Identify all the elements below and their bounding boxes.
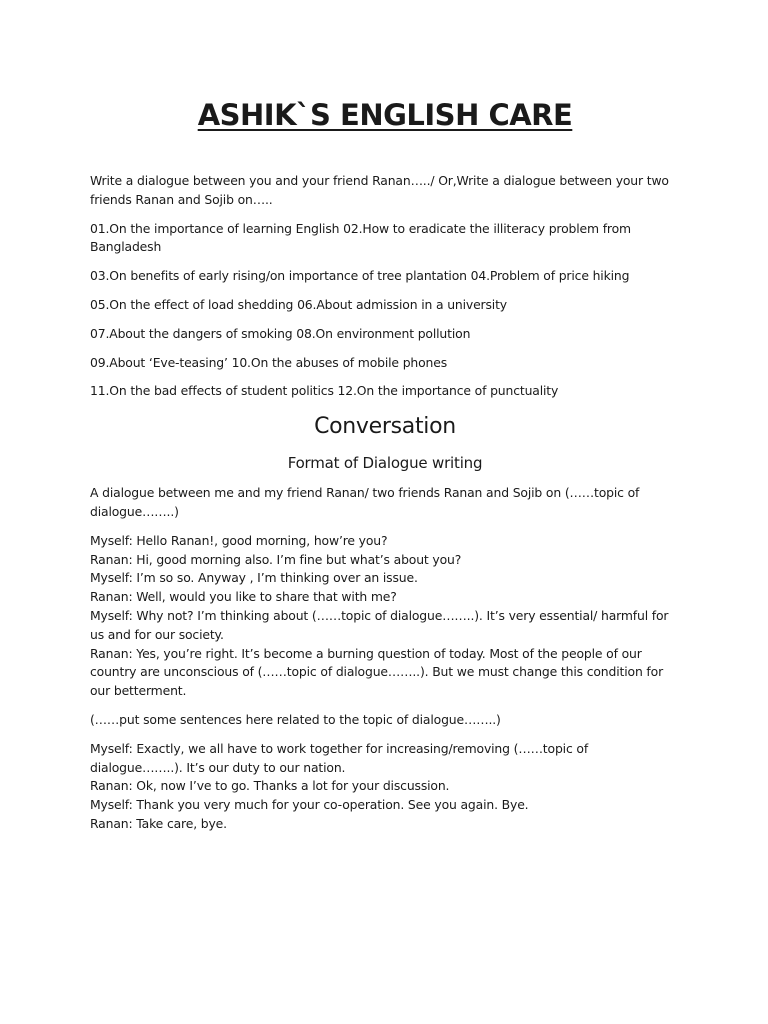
dialogue-part-2 bbox=[90, 740, 680, 834]
dialogue-line: Myself: Why not? I’m thinking about (……topic of dialogue……..). It’s very essential/ harmful for us and for our society. bbox=[90, 607, 669, 642]
dialogue-line: Ranan: Hi, good morning also. I’m fine but what’s about you? bbox=[90, 551, 462, 567]
conversation-heading: Conversation bbox=[314, 414, 456, 440]
topic-line-6: 11.On the bad effects of student politics 12.On the importance of punctuality bbox=[90, 383, 559, 399]
intro-paragraph: Write a dialogue between you and your friend Ranan…../ Or,Write a dialogue between your two friends Ranan and Sojib on….. bbox=[90, 173, 669, 207]
dialogue-line: Ranan: Ok, now I’ve to go. Thanks a lot for your discussion. bbox=[90, 778, 450, 794]
dialogue-line: Myself: Thank you very much for your co-operation. See you again. Bye. bbox=[90, 797, 529, 813]
dialogue-line: Ranan: Yes, you’re right. It’s become a burning question of today. Most of the people of our country are unconscious of (……topic of dialogue……..). But we must change this condition for our betterment. bbox=[90, 645, 664, 699]
topic-line-3: 05.On the effect of load shedding 06.About admission in a university bbox=[90, 296, 507, 312]
dialogue-line: Ranan: Take care, bye. bbox=[90, 815, 227, 831]
dialogue-line: Myself: Exactly, we all have to work together for increasing/removing (……topic of dialogue……..). It’s our duty to our nation. bbox=[90, 740, 589, 775]
topic-line-4: 07.About the dangers of smoking 08.On environment pollution bbox=[90, 325, 471, 341]
topic-line-1: 01.On the importance of learning English 02.How to eradicate the illiteracy problem from Bangladesh bbox=[90, 220, 631, 255]
dialogue-intro: A dialogue between me and my friend Ranan/ two friends Ranan and Sojib on (……topic of dialogue……..) bbox=[90, 485, 640, 519]
page-title: ASHIK`S ENGLISH CARE bbox=[197, 98, 573, 132]
format-heading: Format of Dialogue writing bbox=[287, 454, 483, 473]
dialogue-line: Myself: Hello Ranan!, good morning, how’re you? bbox=[90, 532, 388, 548]
dialogue-line: Myself: I’m so so. Anyway , I’m thinking over an issue. bbox=[90, 570, 418, 586]
dialogue-part-1 bbox=[90, 532, 680, 701]
topic-line-2: 03.On benefits of early rising/on importance of tree plantation 04.Problem of price hiking bbox=[90, 268, 630, 284]
dialogue-line: Ranan: Well, would you like to share that with me? bbox=[90, 589, 397, 605]
topic-line-5: 09.About ‘Eve-teasing’ 10.On the abuses of mobile phones bbox=[90, 354, 448, 370]
placeholder-line: (……put some sentences here related to the topic of dialogue……..) bbox=[90, 711, 501, 727]
